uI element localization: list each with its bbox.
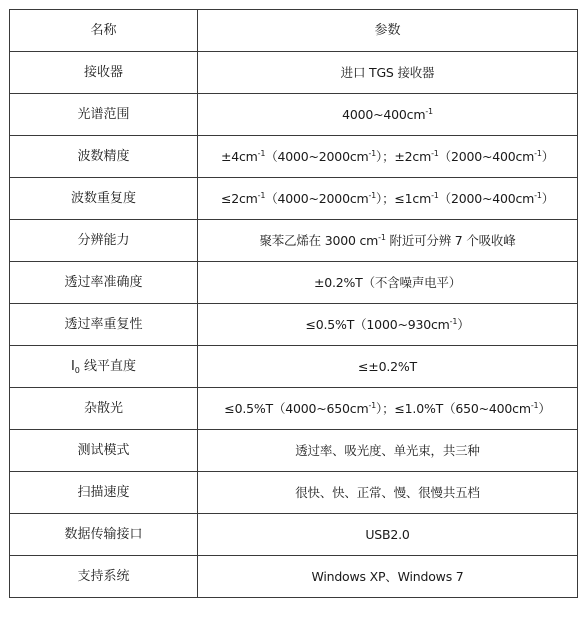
table-row bbox=[10, 94, 578, 136]
table-row bbox=[10, 136, 578, 178]
param-value: ±0.2%T（不含噪声电平） bbox=[198, 262, 578, 304]
param-name: 分辨能力 bbox=[10, 220, 198, 262]
param-name: $I_0$ 线平直度 bbox=[10, 346, 198, 388]
param-name: 接收器 bbox=[10, 52, 198, 94]
spec-table bbox=[9, 9, 578, 598]
table-row bbox=[10, 472, 578, 514]
param-value: $\le 0.5\%T(1000\sim 930cm^{-1})$ bbox=[198, 304, 578, 346]
table-row bbox=[10, 346, 578, 388]
param-name: 透过率重复性 bbox=[10, 304, 198, 346]
param-value: Windows XP、Windows 7 bbox=[198, 556, 578, 598]
param-value: $\le 2cm^{-1}(4000\sim 2000cm^{-1})$；$\le 1cm^{-1}(2000\sim 400cm^{-1})$ bbox=[198, 178, 578, 220]
table-row bbox=[10, 430, 578, 472]
table-row bbox=[10, 514, 578, 556]
param-value: 透过率、吸光度、单光束，共三种 bbox=[198, 430, 578, 472]
param-value: ≤±0.2%T bbox=[198, 346, 578, 388]
table-row bbox=[10, 220, 578, 262]
param-name: 测试模式 bbox=[10, 430, 198, 472]
param-value: $4000\sim 400cm^{-1}$ bbox=[198, 94, 578, 136]
param-value: USB2.0 bbox=[198, 514, 578, 556]
param-value: 很快、快、正常、慢、很慢共五档 bbox=[198, 472, 578, 514]
table-header-row bbox=[10, 10, 578, 52]
table-row bbox=[10, 262, 578, 304]
param-value: 进口 TGS 接收器 bbox=[198, 52, 578, 94]
table-row bbox=[10, 388, 578, 430]
table-row bbox=[10, 52, 578, 94]
param-name: 扫描速度 bbox=[10, 472, 198, 514]
param-value: 聚苯乙烯在 3000 $cm^{-1}$ 附近可分辨 7 个吸收峰 bbox=[198, 220, 578, 262]
param-name: 杂散光 bbox=[10, 388, 198, 430]
header-name: 名称 bbox=[10, 10, 198, 52]
param-name: 数据传输接口 bbox=[10, 514, 198, 556]
param-name: 透过率准确度 bbox=[10, 262, 198, 304]
param-name: 波数重复度 bbox=[10, 178, 198, 220]
param-name: 光谱范围 bbox=[10, 94, 198, 136]
param-name: 支持系统 bbox=[10, 556, 198, 598]
table-row bbox=[10, 178, 578, 220]
table-row bbox=[10, 304, 578, 346]
param-value: $\pm 4cm^{-1}(4000\sim 2000cm^{-1})$；$\pm 2cm^{-1}(2000\sim 400cm^{-1})$ bbox=[198, 136, 578, 178]
table-row bbox=[10, 556, 578, 598]
header-value: 参数 bbox=[198, 10, 578, 52]
param-value: $\le 0.5\%T(4000\sim 650cm^{-1})$；$\le 1.0\%T(650\sim 400cm^{-1})$ bbox=[198, 388, 578, 430]
param-name: 波数精度 bbox=[10, 136, 198, 178]
